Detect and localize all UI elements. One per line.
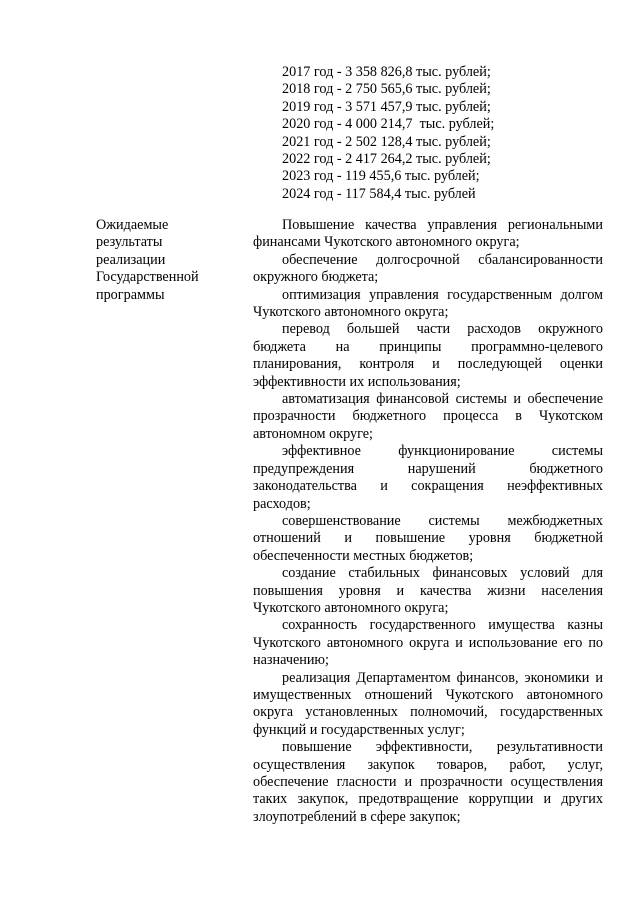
result-item: перевод большей части расходов окружного бюджета на принципы программно-целевого планирования, контроля и последующей оценки эффективности их использования; — [253, 321, 603, 390]
funding-by-year-list — [282, 64, 612, 203]
label-line: результаты — [96, 234, 163, 251]
label-line: реализации — [96, 251, 166, 268]
funding-year-2017: 2017 год - 3 358 826,8 тыс. рублей; — [282, 64, 491, 80]
funding-year-2023: 2023 год - 119 455,6 тыс. рублей; — [282, 168, 480, 185]
label-line: программы — [96, 286, 165, 303]
expected-results-list — [253, 217, 603, 826]
result-item: реализация Департаментом финансов, экономики и имущественных отношений Чукотского автономного округа установленных полномочий, государственных функций и государственных услуг; — [253, 669, 603, 738]
result-item: оптимизация управления государственным долгом Чукотского автономного округа; — [253, 286, 603, 321]
label-line: Государственной — [96, 269, 199, 286]
result-item: автоматизация финансовой системы и обеспечение прозрачности бюджетного процесса в Чукотском автономном округе; — [253, 391, 603, 442]
result-item: эффективное функционирование системы предупреждения нарушений бюджетного законодательства и сокращения неэффективных расходов; — [253, 443, 603, 512]
expected-results-label — [96, 217, 236, 304]
funding-year-2024: 2024 год - 117 584,4 тыс. рублей — [282, 185, 476, 202]
result-item: Повышение качества управления региональными финансами Чукотского автономного округа; — [253, 217, 603, 251]
result-item: повышение эффективности, результативности осуществления закупок товаров, работ, услуг, обеспечение гласности и прозрачности осуществления таких закупок, предотвращение коррупции и других злоупотреблений в сфере закупок; — [253, 739, 603, 825]
funding-year-2020: 2020 год - 4 000 214,7 тыс. рублей; — [282, 116, 495, 133]
result-item: создание стабильных финансовых условий для повышения уровня и качества жизни населения Чукотского автономного округа; — [253, 565, 603, 616]
funding-year-2019: 2019 год - 3 571 457,9 тыс. рублей; — [282, 98, 491, 115]
funding-year-2021: 2021 год - 2 502 128,4 тыс. рублей; — [282, 133, 491, 150]
funding-year-2022: 2022 год - 2 417 264,2 тыс. рублей; — [282, 151, 491, 168]
result-item: сохранность государственного имущества казны Чукотского автономного округа и использование его по назначению; — [253, 617, 603, 669]
label-line: Ожидаемые — [96, 217, 169, 233]
result-item: обеспечение долгосрочной сбалансированности окружного бюджета; — [253, 251, 603, 286]
result-item: совершенствование системы межбюджетных отношений и повышение уровня бюджетной обеспеченности местных бюджетов; — [253, 512, 603, 564]
funding-year-2018: 2018 год - 2 750 565,6 тыс. рублей; — [282, 81, 491, 98]
